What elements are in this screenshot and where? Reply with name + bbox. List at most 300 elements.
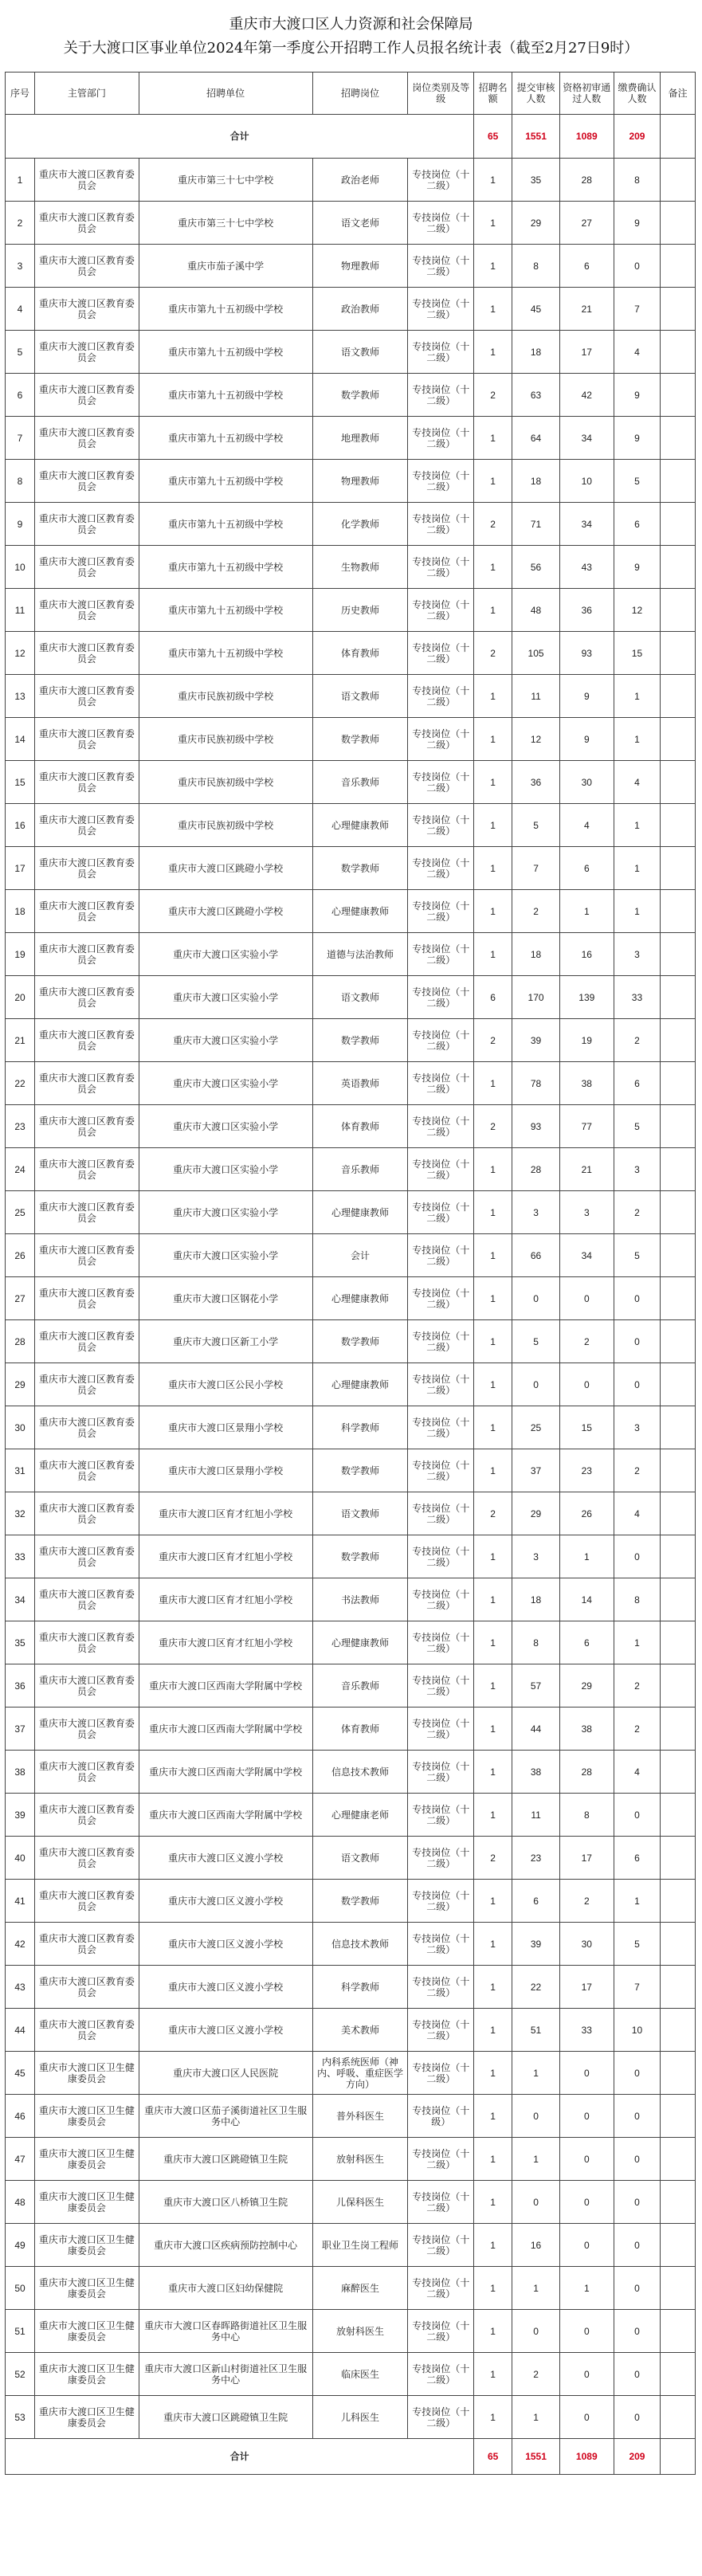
table-row <box>6 503 696 546</box>
cell-position: 职业卫生岗工程师 <box>312 2224 408 2267</box>
cell-position: 政治教师 <box>312 288 408 331</box>
cell-quota: 1 <box>474 2009 512 2052</box>
cell-submitted: 170 <box>512 976 560 1019</box>
total-label: 合计 <box>6 2439 474 2475</box>
cell-unit: 重庆市第九十五初级中学校 <box>139 632 312 675</box>
cell-position: 数学教师 <box>312 1535 408 1578</box>
cell-department: 重庆市大渡口区教育委员会 <box>35 1751 139 1794</box>
cell-unit: 重庆市大渡口区人民医院 <box>139 2052 312 2095</box>
cell-passed: 34 <box>560 417 614 460</box>
cell-position: 音乐教师 <box>312 1148 408 1191</box>
cell-index: 4 <box>6 288 35 331</box>
cell-category: 专技岗位（十二级） <box>408 2396 474 2439</box>
cell-submitted: 5 <box>512 1320 560 1363</box>
cell-unit: 重庆市大渡口区跳磴镇卫生院 <box>139 2396 312 2439</box>
cell-category: 专技岗位（十二级） <box>408 976 474 1019</box>
cell-unit: 重庆市大渡口区实验小学 <box>139 1105 312 1148</box>
cell-submitted: 16 <box>512 2224 560 2267</box>
cell-category: 专技岗位（十二级） <box>408 2310 474 2353</box>
cell-index: 2 <box>6 202 35 245</box>
cell-index: 18 <box>6 890 35 933</box>
cell-category: 专技岗位（十二级） <box>408 1578 474 1621</box>
cell-index: 44 <box>6 2009 35 2052</box>
cell-index: 6 <box>6 374 35 417</box>
cell-category: 专技岗位（十级） <box>408 2095 474 2138</box>
cell-unit: 重庆市民族初级中学校 <box>139 804 312 847</box>
cell-remarks <box>661 1492 696 1535</box>
header-quota: 招聘名额 <box>474 73 512 115</box>
cell-paid: 0 <box>614 2095 661 2138</box>
cell-passed: 17 <box>560 331 614 374</box>
cell-unit: 重庆市第九十五初级中学校 <box>139 331 312 374</box>
cell-index: 20 <box>6 976 35 1019</box>
cell-submitted: 3 <box>512 1191 560 1234</box>
cell-position: 数学教师 <box>312 1880 408 1923</box>
cell-department: 重庆市大渡口区教育委员会 <box>35 1105 139 1148</box>
cell-submitted: 25 <box>512 1406 560 1449</box>
cell-quota: 1 <box>474 245 512 288</box>
cell-category: 专技岗位（十二级） <box>408 1019 474 1062</box>
cell-remarks <box>661 718 696 761</box>
cell-category: 专技岗位（十二级） <box>408 847 474 890</box>
cell-passed: 17 <box>560 1966 614 2009</box>
cell-unit: 重庆市大渡口区西南大学附属中学校 <box>139 1794 312 1837</box>
cell-department: 重庆市大渡口区教育委员会 <box>35 1234 139 1277</box>
table-row <box>6 718 696 761</box>
cell-unit: 重庆市大渡口区景翔小学校 <box>139 1406 312 1449</box>
cell-paid: 8 <box>614 1578 661 1621</box>
cell-unit: 重庆市大渡口区钢花小学 <box>139 1277 312 1320</box>
cell-index: 23 <box>6 1105 35 1148</box>
cell-department: 重庆市大渡口区教育委员会 <box>35 1578 139 1621</box>
table-row <box>6 1234 696 1277</box>
cell-submitted: 11 <box>512 675 560 718</box>
cell-position: 语文教师 <box>312 1837 408 1880</box>
document-title: 重庆市大渡口区人力资源和社会保障局 <box>229 16 473 33</box>
cell-remarks <box>661 933 696 976</box>
cell-position: 化学教师 <box>312 503 408 546</box>
cell-paid: 6 <box>614 1837 661 1880</box>
cell-quota: 1 <box>474 2095 512 2138</box>
cell-quota: 2 <box>474 503 512 546</box>
cell-paid: 9 <box>614 374 661 417</box>
table-row <box>6 2138 696 2181</box>
table-row <box>6 546 696 589</box>
cell-department: 重庆市大渡口区教育委员会 <box>35 417 139 460</box>
cell-passed: 16 <box>560 933 614 976</box>
cell-unit: 重庆市第九十五初级中学校 <box>139 417 312 460</box>
cell-department: 重庆市大渡口区教育委员会 <box>35 804 139 847</box>
cell-paid: 3 <box>614 1406 661 1449</box>
cell-department: 重庆市大渡口区教育委员会 <box>35 1191 139 1234</box>
cell-paid: 1 <box>614 675 661 718</box>
table-row <box>6 2009 696 2052</box>
cell-submitted: 1 <box>512 2138 560 2181</box>
cell-submitted: 5 <box>512 804 560 847</box>
cell-category: 专技岗位（十二级） <box>408 1105 474 1148</box>
cell-submitted: 45 <box>512 288 560 331</box>
cell-passed: 38 <box>560 1708 614 1751</box>
cell-submitted: 22 <box>512 1966 560 2009</box>
cell-quota: 2 <box>474 1492 512 1535</box>
cell-position: 音乐教师 <box>312 1664 408 1708</box>
cell-department: 重庆市大渡口区教育委员会 <box>35 1277 139 1320</box>
cell-category: 专技岗位（十二级） <box>408 374 474 417</box>
total-remarks <box>661 115 696 159</box>
cell-passed: 21 <box>560 1148 614 1191</box>
cell-passed: 28 <box>560 1751 614 1794</box>
cell-quota: 1 <box>474 1363 512 1406</box>
cell-position: 信息技术教师 <box>312 1923 408 1966</box>
cell-department: 重庆市大渡口区卫生健康委员会 <box>35 2224 139 2267</box>
cell-submitted: 71 <box>512 503 560 546</box>
cell-unit: 重庆市第三十七中学校 <box>139 202 312 245</box>
header-passed: 资格初审通过人数 <box>560 73 614 115</box>
cell-unit: 重庆市民族初级中学校 <box>139 718 312 761</box>
cell-quota: 1 <box>474 288 512 331</box>
cell-department: 重庆市大渡口区教育委员会 <box>35 1535 139 1578</box>
cell-paid: 3 <box>614 933 661 976</box>
cell-department: 重庆市大渡口区卫生健康委员会 <box>35 2181 139 2224</box>
cell-quota: 1 <box>474 2224 512 2267</box>
cell-paid: 8 <box>614 159 661 202</box>
cell-quota: 1 <box>474 546 512 589</box>
total-remarks <box>661 2439 696 2475</box>
cell-submitted: 51 <box>512 2009 560 2052</box>
total-passed: 1089 <box>560 115 614 159</box>
cell-passed: 1 <box>560 1535 614 1578</box>
cell-passed: 77 <box>560 1105 614 1148</box>
cell-category: 专技岗位（十二级） <box>408 718 474 761</box>
cell-index: 38 <box>6 1751 35 1794</box>
table-row <box>6 1751 696 1794</box>
cell-paid: 10 <box>614 2009 661 2052</box>
cell-unit: 重庆市大渡口区八桥镇卫生院 <box>139 2181 312 2224</box>
cell-department: 重庆市大渡口区教育委员会 <box>35 1837 139 1880</box>
cell-position: 道德与法治教师 <box>312 933 408 976</box>
table-row <box>6 2095 696 2138</box>
cell-passed: 0 <box>560 2095 614 2138</box>
cell-department: 重庆市大渡口区教育委员会 <box>35 847 139 890</box>
cell-unit: 重庆市大渡口区义渡小学校 <box>139 1837 312 1880</box>
cell-unit: 重庆市第九十五初级中学校 <box>139 460 312 503</box>
cell-submitted: 37 <box>512 1449 560 1492</box>
cell-department: 重庆市大渡口区卫生健康委员会 <box>35 2310 139 2353</box>
cell-remarks <box>661 245 696 288</box>
cell-position: 普外科医生 <box>312 2095 408 2138</box>
cell-category: 专技岗位（十二级） <box>408 245 474 288</box>
cell-position: 生物教师 <box>312 546 408 589</box>
cell-index: 35 <box>6 1621 35 1664</box>
cell-index: 13 <box>6 675 35 718</box>
cell-index: 21 <box>6 1019 35 1062</box>
cell-position: 语文教师 <box>312 331 408 374</box>
cell-passed: 30 <box>560 1923 614 1966</box>
cell-quota: 1 <box>474 159 512 202</box>
table-row <box>6 2224 696 2267</box>
cell-category: 专技岗位（十二级） <box>408 1449 474 1492</box>
cell-passed: 34 <box>560 1234 614 1277</box>
cell-remarks <box>661 1578 696 1621</box>
cell-remarks <box>661 2138 696 2181</box>
cell-index: 9 <box>6 503 35 546</box>
cell-unit: 重庆市大渡口区义渡小学校 <box>139 2009 312 2052</box>
cell-paid: 9 <box>614 546 661 589</box>
cell-passed: 4 <box>560 804 614 847</box>
cell-unit: 重庆市大渡口区新工小学 <box>139 1320 312 1363</box>
cell-department: 重庆市大渡口区教育委员会 <box>35 1664 139 1708</box>
cell-position: 儿保科医生 <box>312 2181 408 2224</box>
cell-index: 36 <box>6 1664 35 1708</box>
cell-remarks <box>661 202 696 245</box>
table-row <box>6 675 696 718</box>
cell-department: 重庆市大渡口区教育委员会 <box>35 245 139 288</box>
cell-passed: 0 <box>560 2181 614 2224</box>
cell-remarks <box>661 1019 696 1062</box>
cell-quota: 1 <box>474 2138 512 2181</box>
cell-submitted: 0 <box>512 2095 560 2138</box>
cell-index: 11 <box>6 589 35 632</box>
total-row-top <box>6 115 696 159</box>
cell-paid: 0 <box>614 2138 661 2181</box>
cell-submitted: 38 <box>512 1751 560 1794</box>
cell-passed: 6 <box>560 245 614 288</box>
cell-position: 信息技术教师 <box>312 1751 408 1794</box>
cell-submitted: 18 <box>512 933 560 976</box>
cell-quota: 1 <box>474 1406 512 1449</box>
cell-unit: 重庆市大渡口区跳磴小学校 <box>139 890 312 933</box>
table-row <box>6 331 696 374</box>
cell-paid: 0 <box>614 2267 661 2310</box>
cell-passed: 0 <box>560 1277 614 1320</box>
cell-department: 重庆市大渡口区教育委员会 <box>35 933 139 976</box>
cell-quota: 1 <box>474 1751 512 1794</box>
cell-submitted: 105 <box>512 632 560 675</box>
cell-quota: 1 <box>474 2353 512 2396</box>
cell-unit: 重庆市大渡口区景翔小学校 <box>139 1449 312 1492</box>
cell-quota: 1 <box>474 1148 512 1191</box>
cell-submitted: 57 <box>512 1664 560 1708</box>
cell-category: 专技岗位（十二级） <box>408 1664 474 1708</box>
cell-unit: 重庆市民族初级中学校 <box>139 675 312 718</box>
cell-remarks <box>661 2181 696 2224</box>
cell-category: 专技岗位（十二级） <box>408 1751 474 1794</box>
cell-position: 儿科医生 <box>312 2396 408 2439</box>
cell-remarks <box>661 1966 696 2009</box>
cell-submitted: 0 <box>512 1277 560 1320</box>
cell-remarks <box>661 1406 696 1449</box>
cell-quota: 1 <box>474 847 512 890</box>
cell-passed: 43 <box>560 546 614 589</box>
cell-passed: 1 <box>560 2267 614 2310</box>
cell-unit: 重庆市大渡口区育才红旭小学校 <box>139 1578 312 1621</box>
cell-position: 物理教师 <box>312 245 408 288</box>
cell-unit: 重庆市大渡口区育才红旭小学校 <box>139 1621 312 1664</box>
cell-remarks <box>661 2353 696 2396</box>
cell-remarks <box>661 331 696 374</box>
cell-category: 专技岗位（十二级） <box>408 890 474 933</box>
cell-position: 数学教师 <box>312 1320 408 1363</box>
cell-unit: 重庆市大渡口区西南大学附属中学校 <box>139 1708 312 1751</box>
document-header <box>0 0 702 67</box>
cell-position: 科学教师 <box>312 1966 408 2009</box>
cell-quota: 2 <box>474 632 512 675</box>
cell-submitted: 93 <box>512 1105 560 1148</box>
cell-submitted: 18 <box>512 331 560 374</box>
table-row <box>6 1535 696 1578</box>
table-row <box>6 1578 696 1621</box>
cell-category: 专技岗位（十二级） <box>408 1708 474 1751</box>
cell-paid: 4 <box>614 761 661 804</box>
cell-quota: 1 <box>474 2396 512 2439</box>
table-row <box>6 2052 696 2095</box>
table-row <box>6 1363 696 1406</box>
cell-position: 英语教师 <box>312 1062 408 1105</box>
cell-quota: 1 <box>474 1234 512 1277</box>
cell-category: 专技岗位（十二级） <box>408 632 474 675</box>
cell-quota: 1 <box>474 202 512 245</box>
cell-remarks <box>661 460 696 503</box>
cell-index: 14 <box>6 718 35 761</box>
cell-quota: 1 <box>474 1578 512 1621</box>
header-unit: 招聘单位 <box>139 73 312 115</box>
cell-passed: 29 <box>560 1664 614 1708</box>
cell-submitted: 1 <box>512 2396 560 2439</box>
cell-passed: 21 <box>560 288 614 331</box>
cell-passed: 9 <box>560 675 614 718</box>
cell-index: 29 <box>6 1363 35 1406</box>
cell-position: 美术教师 <box>312 2009 408 2052</box>
cell-index: 42 <box>6 1923 35 1966</box>
cell-quota: 1 <box>474 1880 512 1923</box>
table-row <box>6 632 696 675</box>
cell-quota: 1 <box>474 1708 512 1751</box>
cell-remarks <box>661 2267 696 2310</box>
cell-department: 重庆市大渡口区卫生健康委员会 <box>35 2396 139 2439</box>
cell-category: 专技岗位（十二级） <box>408 1062 474 1105</box>
cell-submitted: 44 <box>512 1708 560 1751</box>
cell-department: 重庆市大渡口区教育委员会 <box>35 1062 139 1105</box>
cell-position: 心理健康老师 <box>312 1794 408 1837</box>
document-subtitle: 关于大渡口区事业单位2024年第一季度公开招聘工作人员报名统计表（截至2月27日9时） <box>63 40 639 57</box>
cell-index: 46 <box>6 2095 35 2138</box>
cell-remarks <box>661 374 696 417</box>
cell-index: 48 <box>6 2181 35 2224</box>
cell-passed: 10 <box>560 460 614 503</box>
cell-passed: 36 <box>560 589 614 632</box>
cell-department: 重庆市大渡口区教育委员会 <box>35 1621 139 1664</box>
table-row <box>6 1880 696 1923</box>
cell-passed: 139 <box>560 976 614 1019</box>
table-row <box>6 976 696 1019</box>
cell-position: 体育教师 <box>312 1105 408 1148</box>
cell-remarks <box>661 1837 696 1880</box>
cell-remarks <box>661 1621 696 1664</box>
cell-submitted: 0 <box>512 2310 560 2353</box>
cell-department: 重庆市大渡口区教育委员会 <box>35 1148 139 1191</box>
cell-unit: 重庆市第九十五初级中学校 <box>139 546 312 589</box>
cell-index: 43 <box>6 1966 35 2009</box>
cell-passed: 8 <box>560 1794 614 1837</box>
cell-position: 语文教师 <box>312 1492 408 1535</box>
total-quota: 65 <box>474 115 512 159</box>
cell-category: 专技岗位（十二级） <box>408 417 474 460</box>
cell-quota: 1 <box>474 1535 512 1578</box>
cell-quota: 1 <box>474 2181 512 2224</box>
cell-submitted: 0 <box>512 2181 560 2224</box>
cell-index: 27 <box>6 1277 35 1320</box>
cell-department: 重庆市大渡口区教育委员会 <box>35 632 139 675</box>
cell-index: 22 <box>6 1062 35 1105</box>
cell-remarks <box>661 589 696 632</box>
cell-unit: 重庆市大渡口区义渡小学校 <box>139 1880 312 1923</box>
cell-submitted: 56 <box>512 546 560 589</box>
cell-paid: 2 <box>614 1191 661 1234</box>
cell-passed: 15 <box>560 1406 614 1449</box>
cell-passed: 2 <box>560 1320 614 1363</box>
cell-position: 数学教师 <box>312 1449 408 1492</box>
cell-quota: 1 <box>474 890 512 933</box>
cell-paid: 9 <box>614 202 661 245</box>
table-row <box>6 1148 696 1191</box>
cell-department: 重庆市大渡口区教育委员会 <box>35 1406 139 1449</box>
cell-remarks <box>661 2009 696 2052</box>
cell-submitted: 1 <box>512 2267 560 2310</box>
cell-unit: 重庆市大渡口区实验小学 <box>139 933 312 976</box>
cell-index: 1 <box>6 159 35 202</box>
cell-passed: 3 <box>560 1191 614 1234</box>
cell-remarks <box>661 1191 696 1234</box>
cell-index: 7 <box>6 417 35 460</box>
cell-passed: 0 <box>560 2310 614 2353</box>
cell-category: 专技岗位（十二级） <box>408 1621 474 1664</box>
cell-remarks <box>661 1320 696 1363</box>
cell-submitted: 8 <box>512 245 560 288</box>
cell-remarks <box>661 804 696 847</box>
cell-category: 专技岗位（十二级） <box>408 1363 474 1406</box>
cell-index: 37 <box>6 1708 35 1751</box>
cell-submitted: 29 <box>512 1492 560 1535</box>
cell-category: 专技岗位（十二级） <box>408 2052 474 2095</box>
total-paid: 209 <box>614 115 661 159</box>
table-row <box>6 159 696 202</box>
table-row <box>6 288 696 331</box>
cell-passed: 6 <box>560 847 614 890</box>
cell-position: 心理健康教师 <box>312 1277 408 1320</box>
cell-unit: 重庆市大渡口区跳磴小学校 <box>139 847 312 890</box>
cell-submitted: 6 <box>512 1880 560 1923</box>
cell-remarks <box>661 890 696 933</box>
cell-index: 26 <box>6 1234 35 1277</box>
table-row <box>6 1019 696 1062</box>
cell-quota: 1 <box>474 1449 512 1492</box>
cell-index: 52 <box>6 2353 35 2396</box>
cell-quota: 1 <box>474 1621 512 1664</box>
cell-submitted: 2 <box>512 2353 560 2396</box>
cell-paid: 6 <box>614 1062 661 1105</box>
cell-category: 专技岗位（十二级） <box>408 1880 474 1923</box>
total-submitted: 1551 <box>512 2439 560 2475</box>
cell-passed: 27 <box>560 202 614 245</box>
cell-department: 重庆市大渡口区教育委员会 <box>35 675 139 718</box>
cell-unit: 重庆市大渡口区实验小学 <box>139 1062 312 1105</box>
cell-remarks <box>661 1449 696 1492</box>
cell-paid: 1 <box>614 890 661 933</box>
cell-paid: 33 <box>614 976 661 1019</box>
cell-position: 会计 <box>312 1234 408 1277</box>
cell-paid: 4 <box>614 331 661 374</box>
cell-unit: 重庆市大渡口区实验小学 <box>139 1019 312 1062</box>
